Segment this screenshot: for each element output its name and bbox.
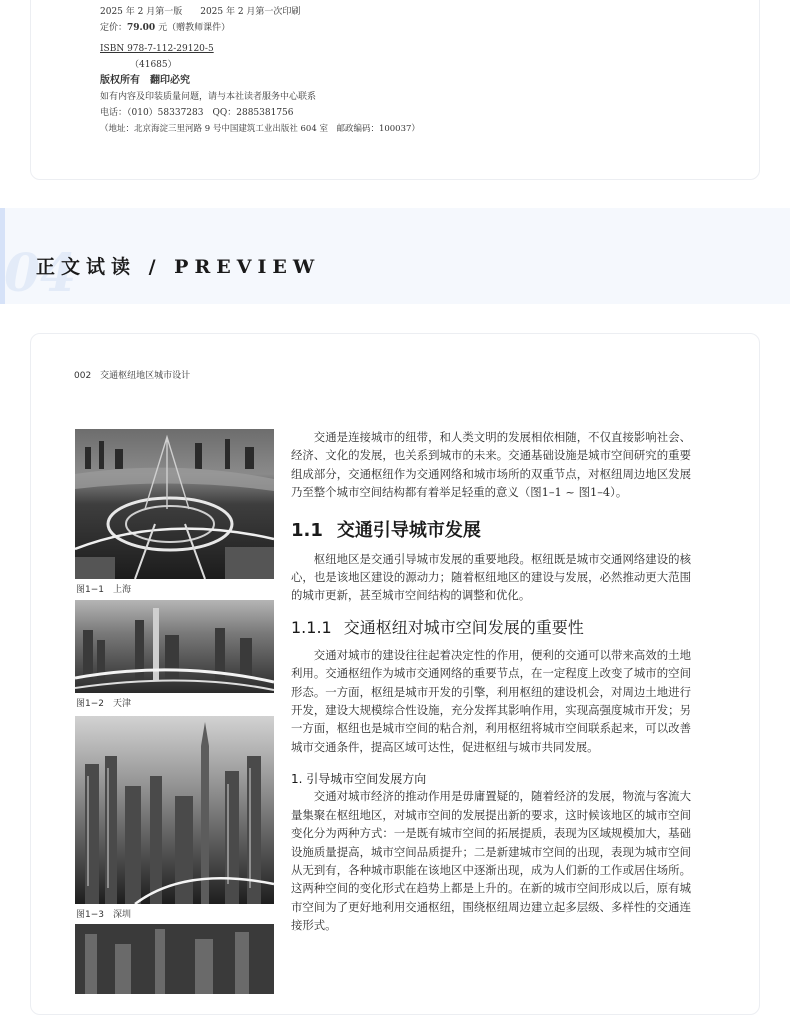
notice-line: 如有内容及印装质量问题，请与本社读者服务中心联系: [100, 92, 317, 102]
figure-tianjin: [75, 600, 274, 693]
body-text-column: [291, 428, 691, 935]
copyright-block: [100, 4, 660, 137]
section-number: 04: [4, 243, 77, 304]
phone-line: 电话：（010）58337283 QQ：2885381756: [100, 108, 294, 118]
rights-line: 版权所有 翻印必究: [100, 75, 190, 86]
figure-4: [75, 924, 274, 994]
running-head: 002 交通枢纽地区城市设计: [74, 371, 191, 381]
heading-1-1-1: 1.1.1 交通枢纽对城市空间发展的重要性: [291, 617, 584, 637]
edition-line: 2025 年 2 月第一版 2025 年 2 月第一次印刷: [100, 7, 301, 17]
figure-caption-3: 图1−3 深圳: [76, 910, 131, 920]
paragraph-1: 枢纽地区是交通引导城市发展的重要地段。枢纽既是城市交通网络建设的核心，也是该地区建设的源动力；随着枢纽地区的建设与发展，必然推动更大范围的城市更新，甚至城市空间结构的调整和优化。: [291, 551, 691, 603]
paragraph-2: 交通对城市的建设往往起着决定性的作用，便利的交通可以带来高效的土地利用。交通枢纽作为城市交通网络的重要节点，在一定程度上改变了城市的空间形态。一方面，枢纽是城市开发的引擎，利用枢纽的建设机会，对周边土地进行开发，建设大规模综合性设施，充分发挥其影响作用，实现高强度城市开发；另一方面，枢纽也是城市空间的粘合剂，利用枢纽将城市空间联系起来，可以改善城市交通条件，提高区域可达性，促进枢纽与城市共同发展。: [291, 647, 691, 754]
intro-paragraph: 交通是连接城市的纽带，和人类文明的发展相依相随，不仅直接影响社会、经济、文化的发展，也关系到城市的未来。交通基础设施是城市空间研究的重要组成部分，交通枢纽作为交通网络和城市场所的双重节点，对枢纽周边地区发展乃至整个城市空间结构都有着举足轻重的意义（图1–1 ~ 图1–4）。: [291, 430, 691, 500]
figure-shanghai: [75, 429, 274, 579]
isbn-code: （41685）: [130, 60, 177, 70]
section-header: [0, 208, 790, 304]
city-photo-shenzhen-icon: [75, 716, 274, 904]
heading-1-1: 1.1 交通引导城市发展: [291, 519, 481, 541]
isbn-line: ISBN 978-7-112-29120-5: [100, 44, 214, 54]
figure-caption-1: 图1−1 上海: [76, 585, 131, 595]
price-value: 79.00: [127, 23, 156, 33]
city-photo-4-icon: [75, 924, 274, 994]
paragraph-3: 交通对城市经济的推动作用是毋庸置疑的，随着经济的发展，物流与客流大量集聚在枢纽地区，对城市空间的发展提出新的要求，这时候该地区的城市空间变化分为两种方式：一是既有城市空间的拓展提质，表现为区域规模加大，基础设施质量提高，城市空间品质提升；二是新建城市空间的出现，表现为城市空间从无到有，各种城市职能在该地区中逐渐出现，成为人们新的工作或居住场所。这两种空间的变化形式在趋势上都是上升的。在新的城市空间形成以后，原有城市空间为了更好地利用交通枢纽，围绕枢纽周边建立起多层级、多样性的交通连接形式。: [291, 789, 691, 933]
figure-caption-2: 图1−2 天津: [76, 699, 131, 709]
city-photo-shanghai-icon: [75, 429, 274, 579]
subheading-1: 1. 引导城市空间发展方向: [291, 772, 427, 787]
section-title: 正文试读 / PREVIEW: [36, 256, 321, 278]
city-photo-tianjin-icon: [75, 600, 274, 693]
address-line: （地址：北京海淀三里河路 9 号中国建筑工业出版社 604 室 邮政编码：100037）: [100, 124, 420, 134]
figure-shenzhen: [75, 716, 274, 904]
price-line: 定价：79.00 元（赠教师课件）: [100, 23, 231, 33]
